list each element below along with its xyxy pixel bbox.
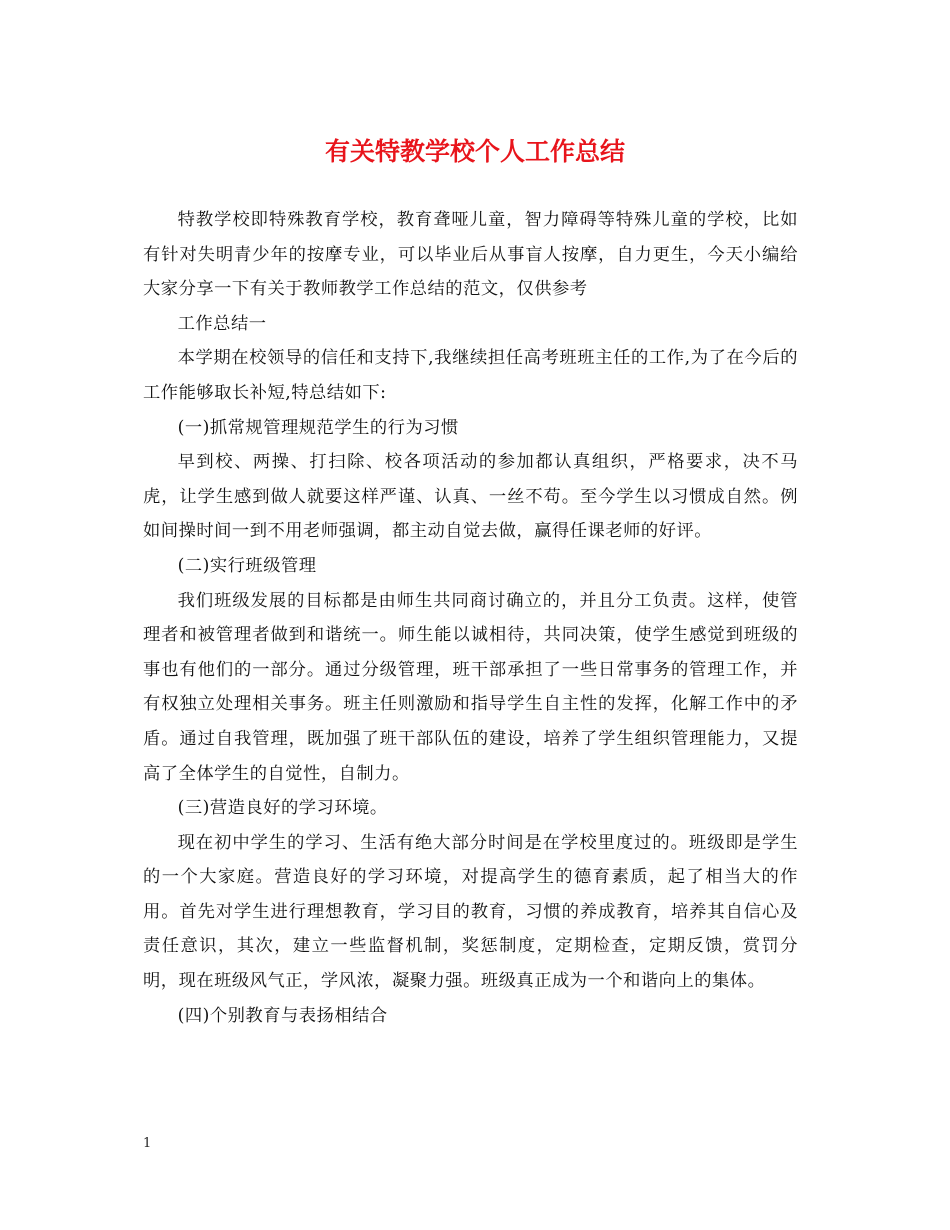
page-number: 1 [143,1136,152,1151]
paragraph-class-management: 我们班级发展的目标都是由师生共同商讨确立的，并且分工负责。这样，使管理者和被管理者做到和谐统一。师生能以诚相待，共同决策，使学生感觉到班级的事也有他们的一部分。通过分级管理，班干部承担了一些日常事务的管理工作，并有权独立处理相关事务。班主任则激励和指导学生自主性的发挥，化解工作中的矛盾。通过自我管理，既加强了班干部队伍的建设，培养了学生组织管理能力，又提高了全体学生的自觉性，自制力。 [143,590,798,784]
document-title: 有关特教学校个人工作总结 [324,137,625,166]
paragraph-learning-environment: 现在初中学生的学习、生活有绝大部分时间是在学校里度过的。班级即是学生的一个大家庭。营造良好的学习环境，对提高学生的德育素质，起了相当大的作用。首先对学生进行理想教育，学习目的教育，习惯的养成教育，培养其自信心及责任意识，其次，建立一些监督机制，奖惩制度，定期检查，定期反馈，赏罚分明，现在班级风气正，学风浓，凝聚力强。班级真正成为一个和谐向上的集体。 [143,832,798,992]
subheading-learning-environment: (三)营造良好的学习环境。 [177,798,388,819]
subheading-class-management: (二)实行班级管理 [177,555,317,576]
paragraph-semester-overview: 本学期在校领导的信任和支持下,我继续担任高考班班主任的工作,为了在今后的工作能够取长补短,特总结如下: [143,348,798,403]
paragraph-intro: 特教学校即特殊教育学校，教育聋哑儿童，智力障碍等特殊儿童的学校，比如有针对失明青少年的按摩专业，可以毕业后从事盲人按摩，自力更生，今天小编给大家分享一下有关于教师教学工作总结的范文，仅供参考 [143,210,798,300]
section-heading-summary-one: 工作总结一 [177,313,267,334]
subheading-routine-management: (一)抓常规管理规范学生的行为习惯 [177,417,459,438]
paragraph-routine-management: 早到校、两操、打扫除、校各项活动的参加都认真组织，严格要求，决不马虎，让学生感到做人就要这样严谨、认真、一丝不苟。至今学生以习惯成自然。例如间操时间一到不用老师强调，都主动自觉去做，赢得任课老师的好评。 [143,452,798,542]
document-body [143,203,798,1033]
subheading-individual-education: (四)个别教育与表扬相结合 [177,1005,388,1026]
